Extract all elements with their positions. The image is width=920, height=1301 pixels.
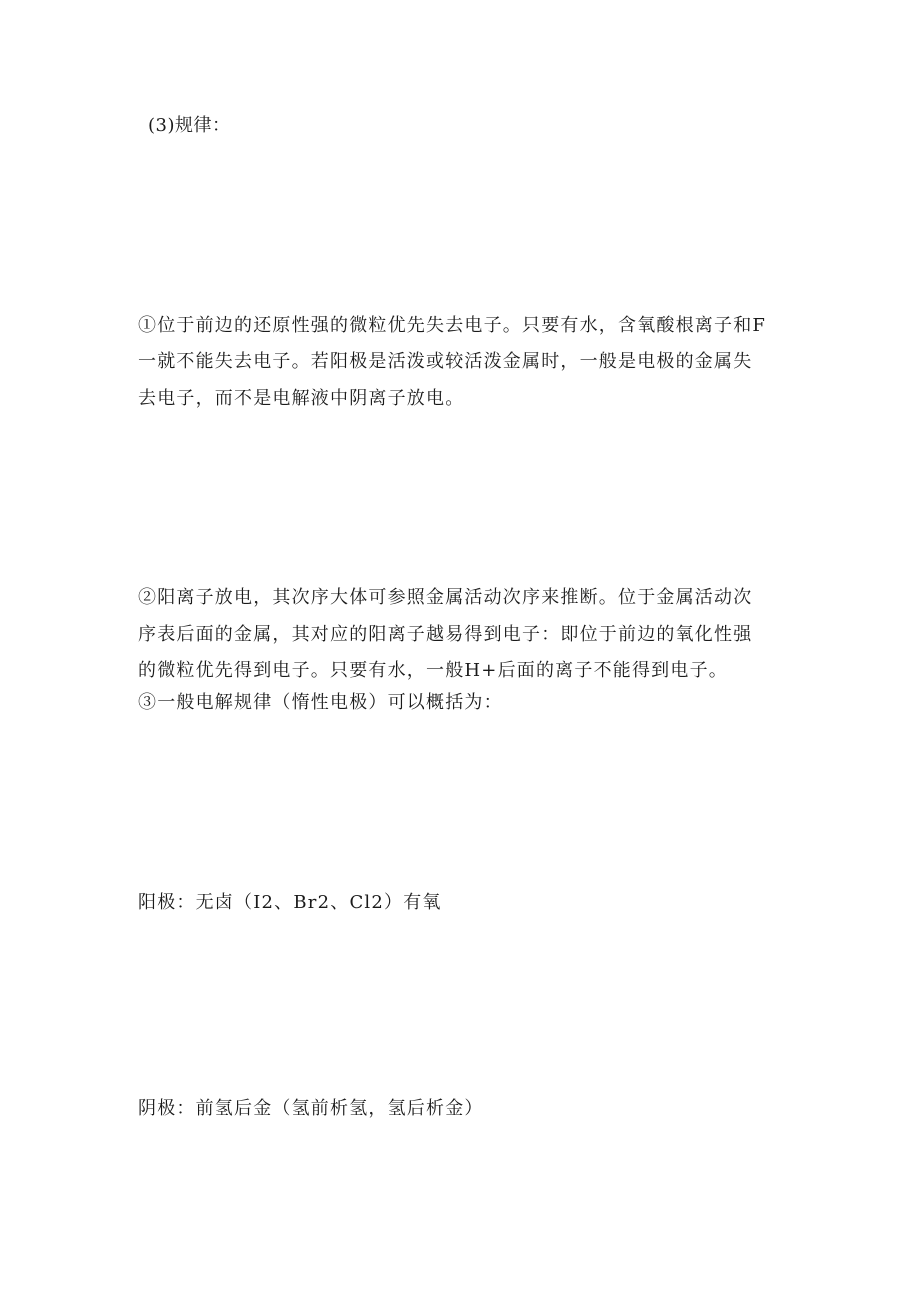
rule-1-line-2: 一就不能失去电子。若阳极是活泼或较活泼金属时，一般是电极的金属失 bbox=[138, 351, 753, 372]
rule-1-line-1: ①位于前边的还原性强的微粒优先失去电子。只要有水，含氧酸根离子和F bbox=[138, 315, 767, 336]
rule-3-paragraph: ③一般电解规律（惰性电极）可以概括为： bbox=[138, 692, 503, 713]
rule-2-line-1: ②阳离子放电，其次序大体可参照金属活动次序来推断。位于金属活动次 bbox=[138, 587, 753, 608]
rule-1-line-3: 去电子，而不是电解液中阴离子放电。 bbox=[138, 388, 465, 409]
cathode-rule: 阴极：前氢后金（氢前析氢，氢后析金） bbox=[138, 1098, 484, 1119]
anode-rule: 阳极：无卤（I2、Br2、Cl2）有氧 bbox=[138, 892, 442, 913]
rule-2-line-2: 序表后面的金属，其对应的阳离子越易得到电子：即位于前边的氧化性强 bbox=[138, 624, 753, 645]
section-heading: (3)规律： bbox=[148, 115, 231, 136]
rule-2-line-3: 的微粒优先得到电子。只要有水，一般H+后面的离子不能得到电子。 bbox=[138, 660, 728, 681]
